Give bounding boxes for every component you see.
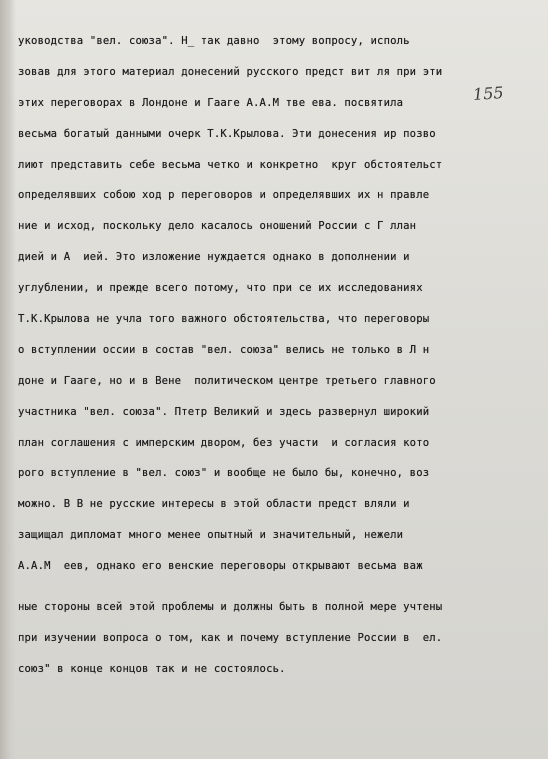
text-line: доне и Гааге, но и в Вене политическом центре третьего главного (18, 374, 436, 387)
text-line: уководства "вел. союза". Н_ так давно этому вопросу, исполь (18, 35, 410, 47)
torn-left-edge (0, 0, 16, 759)
text-line: Т.К.Крылова не учла того важного обстоятельства, что переговоры (18, 313, 430, 326)
text-line: лиют представить себе весьма четко и конкретно круг обстоятельст (18, 158, 443, 171)
text-line: при изучении вопроса о том, как и почему вступление России в ел. (18, 631, 443, 644)
text-line: союз" в конце концов так и не состоялось. (18, 662, 286, 675)
typewritten-text (18, 26, 544, 685)
text-line: этих переговорах в Лондоне и Гааге А.А.М тве ева. посвятила (18, 96, 404, 109)
text-line: защищал дипломат много менее опытный и значительный, нежели (18, 529, 404, 542)
text-line: дией и А ией. Это изложение нуждается однако в дополнении и (18, 251, 410, 264)
text-line: весьма богатый данными очерк Т.К.Крылова. Эти донесения ир позво (18, 127, 436, 140)
text-line: зовав для этого материал донесений русского предст вит ля при эти (18, 65, 443, 78)
text-line: план соглашения с имперским двором, без участи и согласия кото (18, 436, 430, 449)
text-line: о вступлении оссии в состав "вел. союза" велись не только в Л н (18, 343, 430, 356)
text-line: участника "вел. союза". Птетр Великий и здесь развернул широкий (18, 405, 430, 418)
text-line: рого вступление в "вел. союз" и вообще не было бы, конечно, воз (18, 467, 430, 480)
text-line: ные стороны всей этой проблемы и должны быть в полной мере учтены (18, 601, 443, 614)
text-line: ние и исход, поскольку дело касалось оношений России с Г ллан (18, 220, 417, 233)
text-line: определявших собою ход р переговоров и определявших их н правле (18, 189, 430, 202)
handwritten-page-number: 155 (472, 82, 505, 105)
text-line: А.А.М еев, однако его венские переговоры открывают весьма важ (18, 560, 423, 573)
text-line: можно. В В не русские интересы в этой области предст вляли и (18, 498, 410, 511)
text-line: углублении, и прежде всего потому, что при се их исследованиях (18, 282, 423, 295)
